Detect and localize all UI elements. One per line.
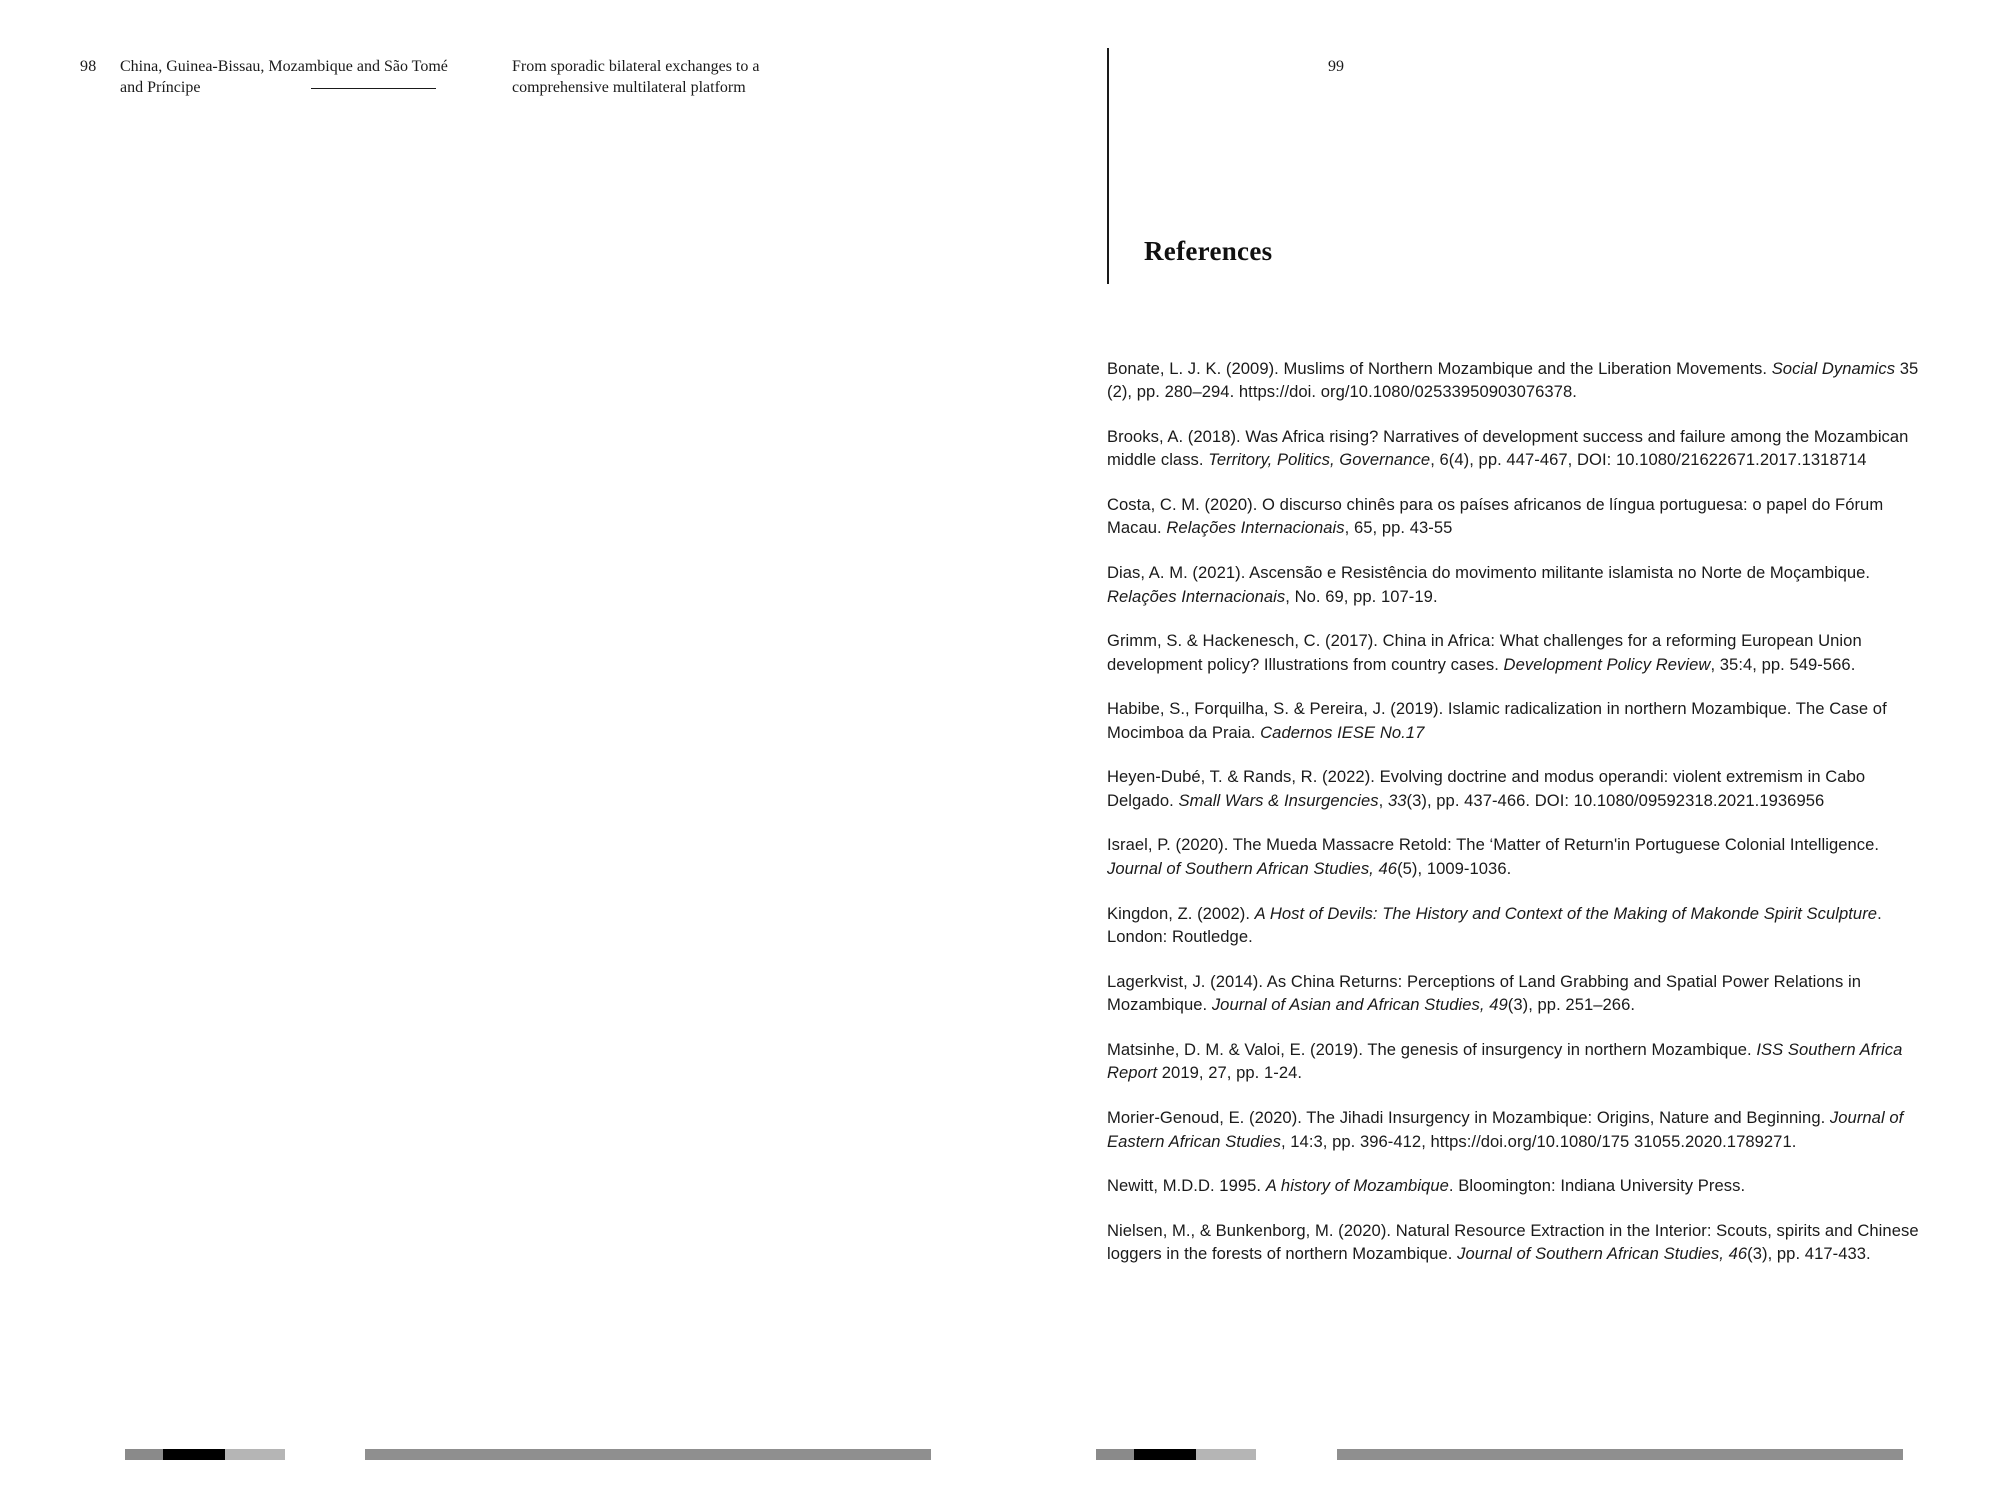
mark-segment xyxy=(1096,1449,1134,1460)
reference-entry: Bonate, L. J. K. (2009). Muslims of Northern Mozambique and the Liberation Movements. Social Dynamics 35 (2), pp. 280–294. https://doi. org/10.1080/02533950903076378. xyxy=(1107,358,1919,402)
header-divider-rule xyxy=(311,88,436,89)
left-registration-mark-2 xyxy=(365,1449,931,1460)
mark-segment xyxy=(1134,1449,1196,1460)
section-accent-rule xyxy=(1107,48,1109,284)
chapter-title: From sporadic bilateral exchanges to a comprehensive multilateral platform xyxy=(512,58,760,97)
reference-entry: Morier-Genoud, E. (2020). The Jihadi Insurgency in Mozambique: Origins, Nature and Beginning. Journal of Eastern African Studies, 14:3, pp. 396-412, https://doi.org/10.1080/175 31055.2020.1789271. xyxy=(1107,1107,1904,1151)
mark-segment xyxy=(163,1449,225,1460)
reference-entry: Brooks, A. (2018). Was Africa rising? Narratives of development success and failure among the Mozambican middle class. Territory, Politics, Governance, 6(4), pp. 447-467, DOI: 10.1080/21622671.2017.1318714 xyxy=(1107,426,1909,470)
reference-entry: Israel, P. (2020). The Mueda Massacre Retold: The ‘Matter of Return'in Portuguese Colonial Intelligence. Journal of Southern African Studies, 46(5), 1009-1036. xyxy=(1107,835,1880,879)
reference-list xyxy=(1107,340,1927,1266)
page-number-left: 98 xyxy=(80,58,97,75)
reference-entry: Costa, C. M. (2020). O discurso chinês para os países africanos de língua portuguesa: o papel do Fórum Macau. Relações Internacionais, 65, pp. 43-55 xyxy=(1107,494,1884,538)
reference-entry: Matsinhe, D. M. & Valoi, E. (2019). The genesis of insurgency in northern Mozambique. ISS Southern Africa Report 2019, 27, pp. 1-24. xyxy=(1107,1039,1903,1083)
reference-entry: Lagerkvist, J. (2014). As China Returns: Perceptions of Land Grabbing and Spatial Power Relations in Mozambique. Journal of Asian and African Studies, 49(3), pp. 251–266. xyxy=(1107,971,1861,1015)
reference-entry: Nielsen, M., & Bunkenborg, M. (2020). Natural Resource Extraction in the Interior: Scouts, spirits and Chinese loggers in the forests of northern Mozambique. Journal of Southern African Studies, 46(3), pp. 417-433. xyxy=(1107,1220,1919,1264)
right-registration-mark-1 xyxy=(1096,1449,1256,1460)
reference-entry: Heyen-Dubé, T. & Rands, R. (2022). Evolving doctrine and modus operandi: violent extremism in Cabo Delgado. Small Wars & Insurgencies, 33(3), pp. 437-466. DOI: 10.1080/09592318.2021.1936956 xyxy=(1107,767,1866,810)
mark-segment xyxy=(225,1449,285,1460)
reference-entry: Habibe, S., Forquilha, S. & Pereira, J. (2019). Islamic radicalization in northern Mozambique. The Case of Mocimboa da Praia. Cadernos IESE No.17 xyxy=(1107,699,1887,742)
right-page xyxy=(1008,0,2016,1512)
reference-entry: Newitt, M.D.D. 1995. A history of Mozambique. Bloomington: Indiana University Press. xyxy=(1107,1176,1746,1196)
reference-entry: Dias, A. M. (2021). Ascensão e Resistência do movimento militante islamista no Norte de Moçambique. Relações Internacionais, No. 69, pp. 107-19. xyxy=(1107,562,1871,606)
mark-segment xyxy=(1196,1449,1256,1460)
right-registration-mark-2 xyxy=(1337,1449,1903,1460)
page-title: References xyxy=(1144,236,1273,267)
reference-entry: Kingdon, Z. (2002). A Host of Devils: The History and Context of the Making of Makonde Spirit Sculpture. London: Routledge. xyxy=(1107,903,1882,947)
book-title: China, Guinea-Bissau, Mozambique and São Tomé and Príncipe xyxy=(120,58,448,97)
mark-segment xyxy=(125,1449,163,1460)
mark-segment xyxy=(1337,1449,1903,1460)
reference-entry: Grimm, S. & Hackenesch, C. (2017). China in Africa: What challenges for a reforming European Union development policy? Illustrations from country cases. Development Policy Review, 35:4, pp. 549-566. xyxy=(1107,631,1862,674)
left-registration-mark-1 xyxy=(125,1449,285,1460)
mark-segment xyxy=(365,1449,931,1460)
page-number-right: 99 xyxy=(1328,58,1344,75)
footer-registration-marks xyxy=(0,1432,2016,1512)
